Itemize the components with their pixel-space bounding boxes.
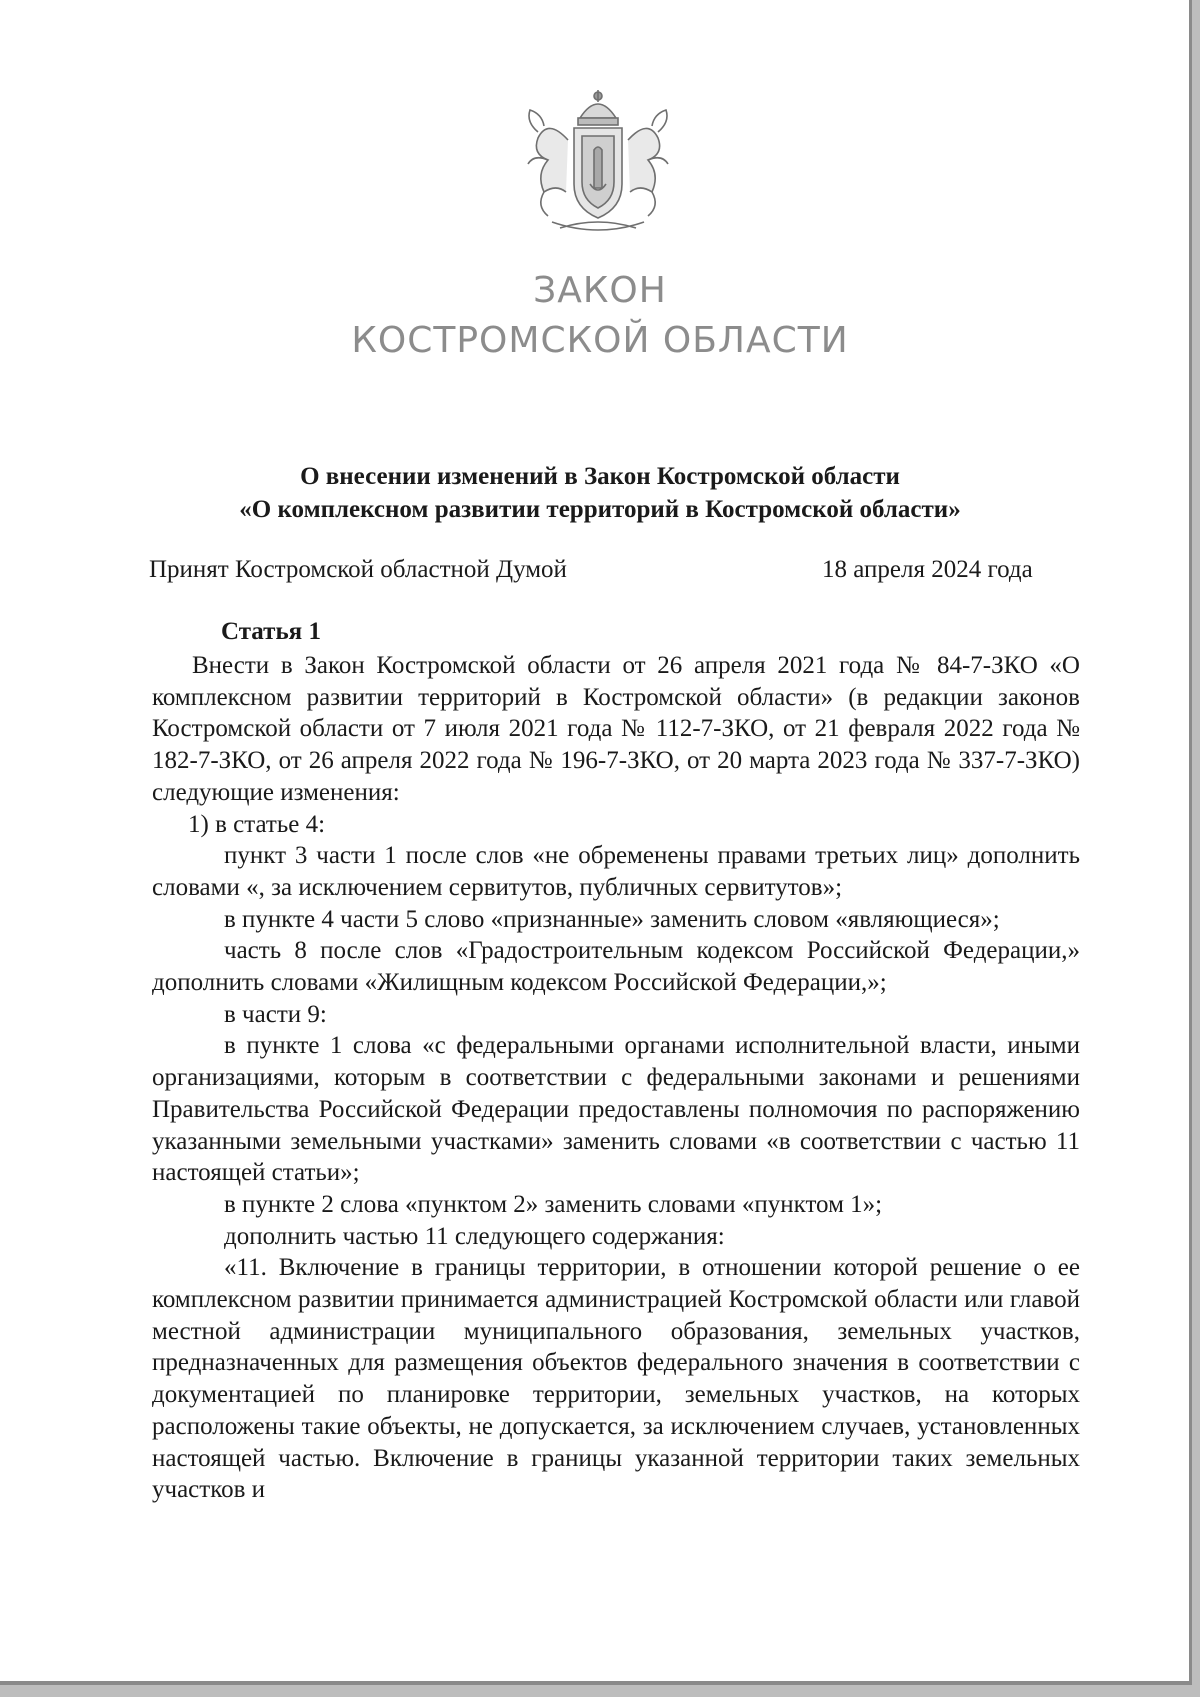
- paragraph: «11. Включение в границы территории, в отношении которой решение о ее комплексном развитии принимается администрацией Костромской области или главой местной администрации муниципального образования, земельных участков, предназначенных для размещения объектов федерального значения в соответствии с документацией по планировке территории, земельных участков, на которых расположены такие объекты, не допускается, за исключением случаев, установленных настоящей частью. Включение в границы указанной территории таких земельных участков и: [152, 1254, 1080, 1504]
- paragraph: в пункте 2 слова «пунктом 2» заменить словами «пунктом 1»;: [224, 1190, 883, 1218]
- article-body: [152, 650, 1080, 1506]
- article-heading: Статья 1: [221, 618, 321, 645]
- paragraph: в части 9:: [224, 1000, 327, 1028]
- coat-of-arms-emblem: [508, 88, 688, 238]
- paragraph: в пункте 1 слова «с федеральными органами исполнительной власти, иными организациями, которым в соответствии с федеральными законами и решениями Правительства Российской Федерации предоставлены полномочия по распоряжению указанными земельными участками» заменить словами «в соответствии с частью 11 настоящей статьи»;: [152, 1032, 1080, 1187]
- paragraph: пункт 3 части 1 после слов «не обременены правами третьих лиц» дополнить словами «, за исключением сервитутов, публичных сервитутов»;: [152, 842, 1080, 901]
- list-item: 1) в статье 4:: [188, 810, 326, 838]
- paragraph: Внести в Закон Костромской области от 26 апреля 2021 года № 84-7-ЗКО «О комплексном развитии территорий в Костромской области» (в редакции законов Костромской области от 7 июля 2021 года № 112-7-ЗКО, от 21 февраля 2022 года № 182-7-ЗКО, от 26 апреля 2022 года № 196-7-ЗКО, от 20 марта 2023 года № 337-7-ЗКО) следующие изменения:: [152, 652, 1080, 806]
- paragraph: в пункте 4 части 5 слово «признанные» заменить словом «являющиеся»;: [224, 905, 1000, 933]
- adopted-by: Принят Костромской областной Думой: [149, 556, 567, 583]
- subject-line2: «О комплексном развитии территорий в Костромской области»: [239, 496, 961, 523]
- law-subject: [0, 460, 1200, 526]
- paragraph: дополнить частью 11 следующего содержания:: [224, 1222, 725, 1250]
- paragraph: часть 8 после слов «Градостроительным кодексом Российской Федерации,» дополнить словами «Жилищным кодексом Российской Федерации,»;: [152, 937, 1080, 997]
- law-title-line1: ЗАКОН: [533, 270, 667, 311]
- adoption-date: 18 апреля 2024 года: [822, 556, 1033, 583]
- subject-line1: О внесении изменений в Закон Костромской области: [300, 463, 900, 490]
- law-title-line2: КОСТРОМСКОЙ ОБЛАСТИ: [351, 320, 849, 361]
